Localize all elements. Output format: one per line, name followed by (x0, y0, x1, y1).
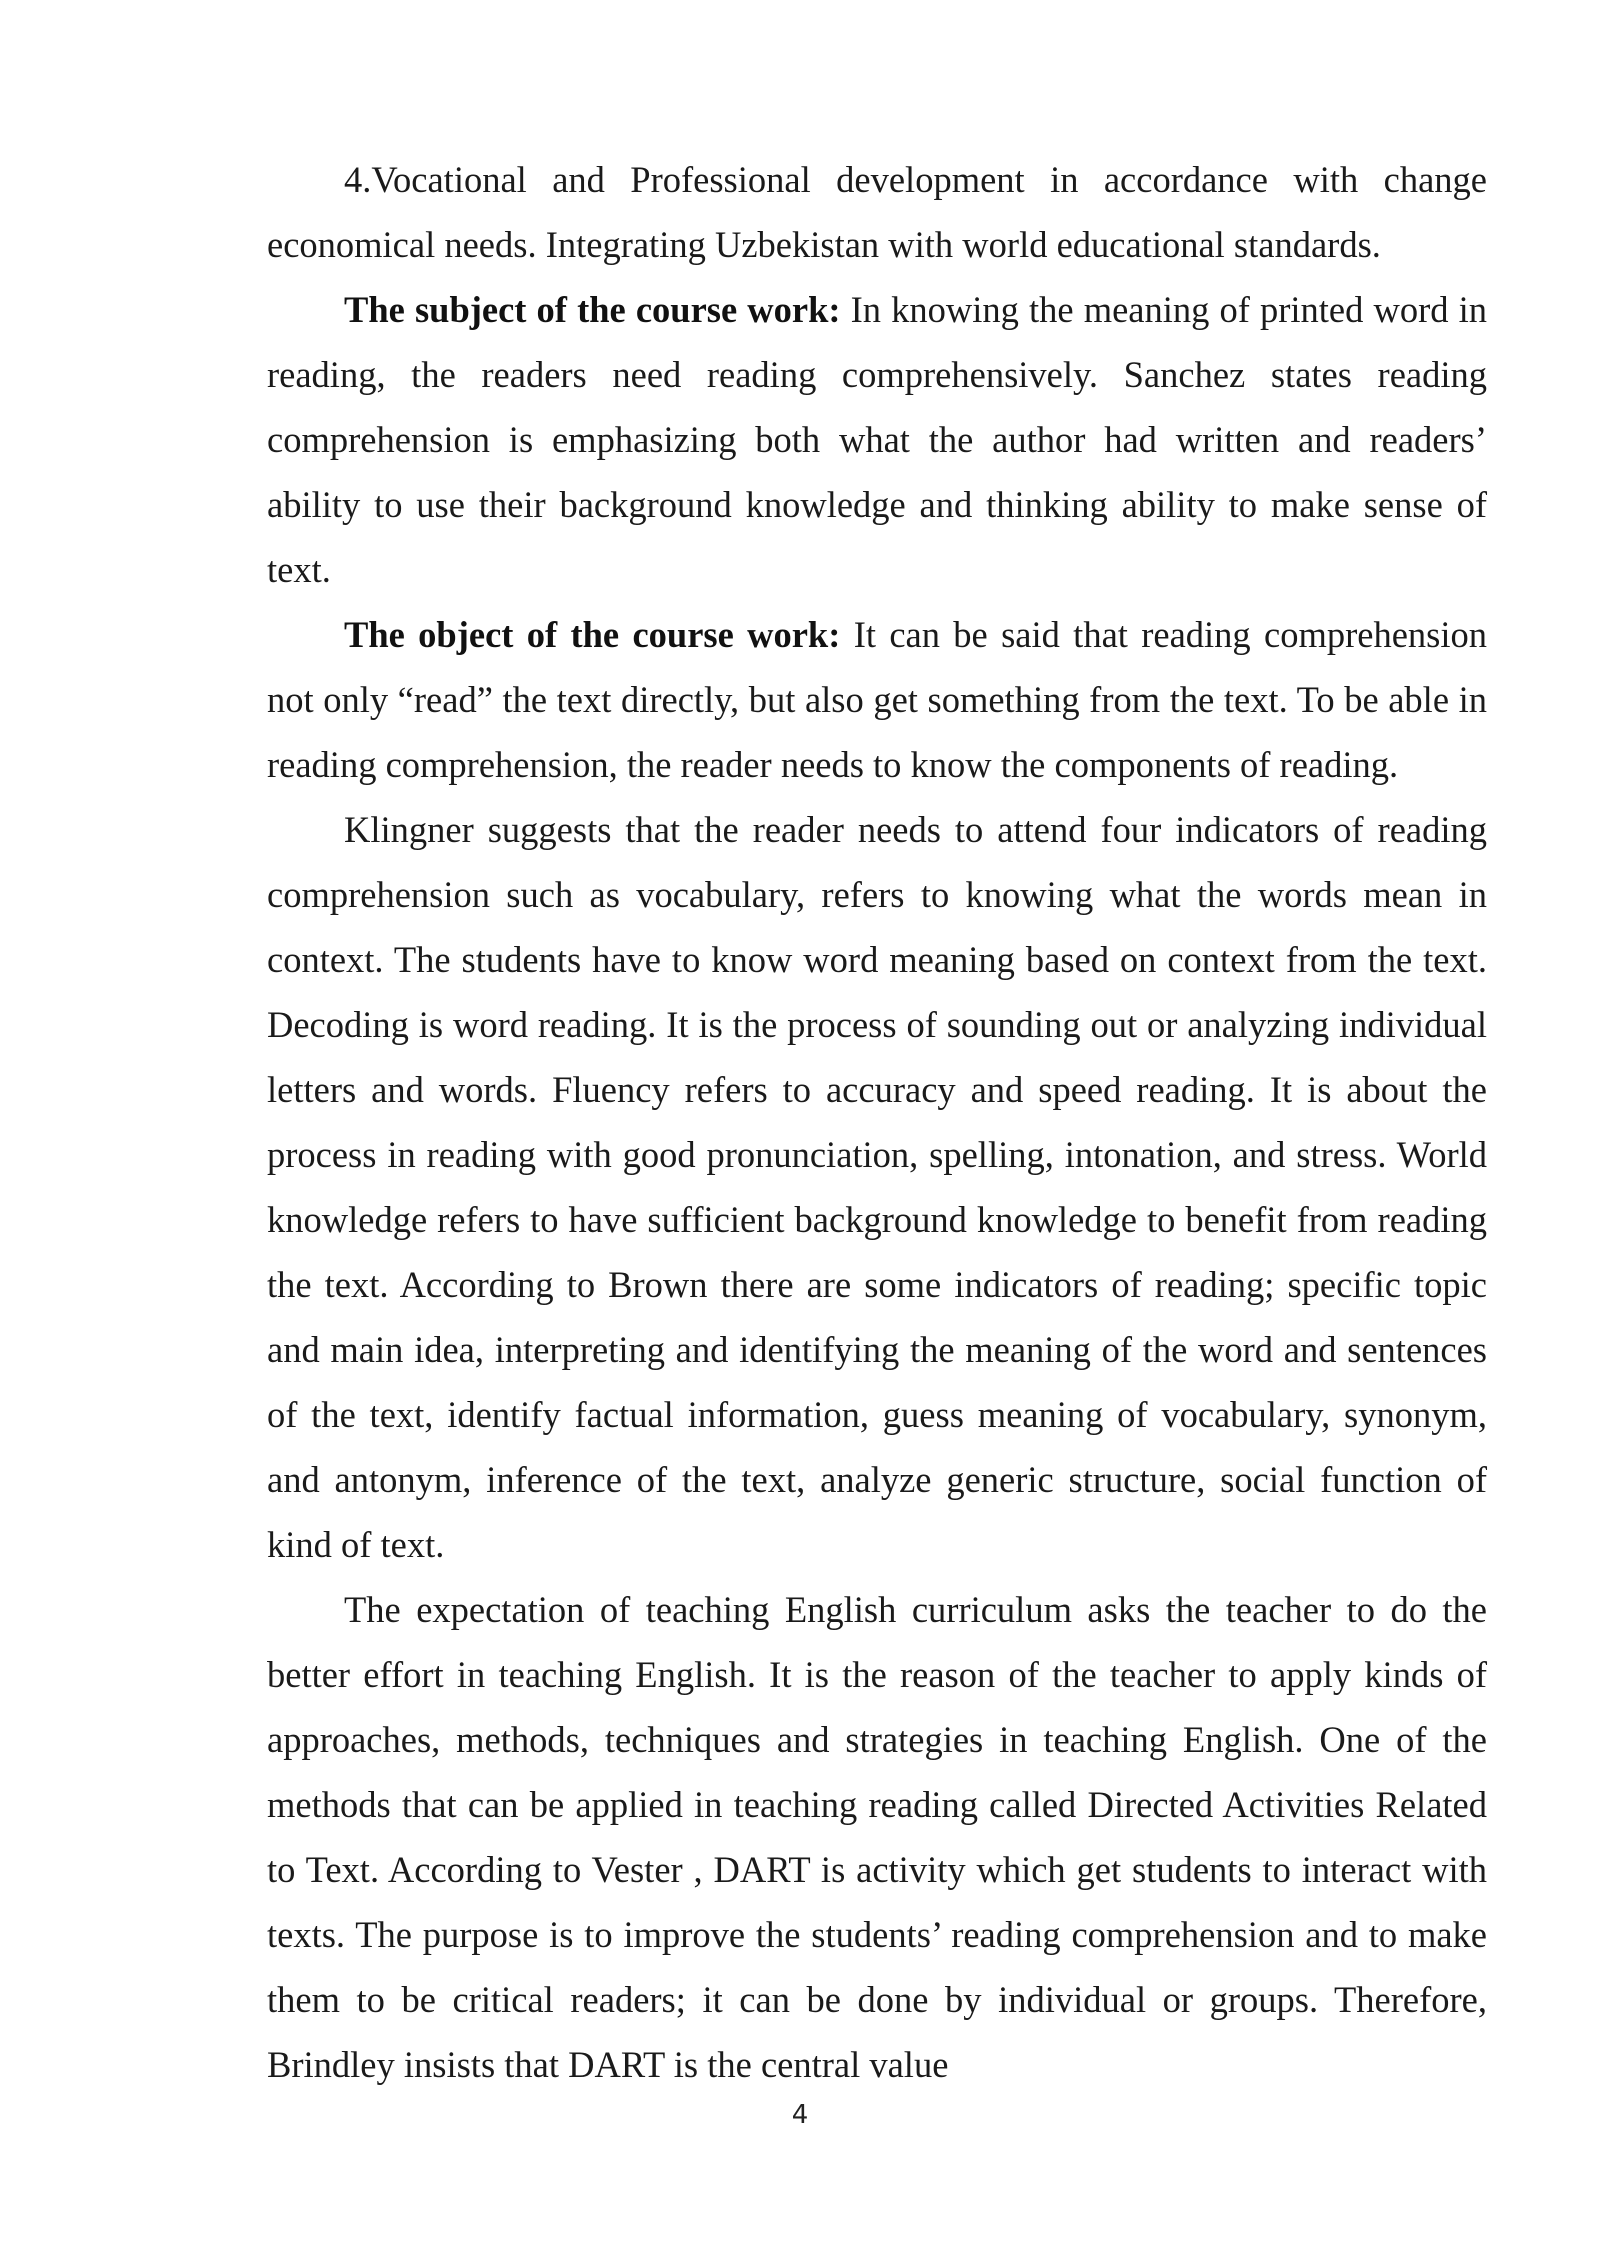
paragraph-heading: The object of the course work: (344, 614, 841, 655)
paragraph-heading: The subject of the course work: (344, 289, 841, 330)
paragraph-text: In knowing the meaning of printed word in reading, the readers need reading comprehensively. Sanchez states reading comprehension is emphasizing both what the author had written and readers’ ability to use their background knowledge and thinking ability to make sense of text. (267, 289, 1487, 590)
paragraph-klingner-indicators (267, 797, 1487, 1577)
paragraph-text: It can be said that reading comprehension not only “read” the text directly, but also get something from the text. To be able in reading comprehension, the reader needs to know the components of reading. (267, 614, 1487, 785)
paragraph-vocational-development (267, 147, 1487, 277)
page-number: 4 (791, 2100, 809, 2130)
paragraph-text: Klingner suggests that the reader needs to attend four indicators of reading comprehension such as vocabulary, refers to knowing what the words mean in context. The students have to know word meaning based on context from the text. Decoding is word reading. It is the process of sounding out or analyzing individual letters and words. Fluency refers to accuracy and speed reading. It is about the process in reading with good pronunciation, spelling, intonation, and stress. World knowledge refers to have sufficient background knowledge to benefit from reading the text. According to Brown there are some indicators of reading; specific topic and main idea, interpreting and identifying the meaning of the word and sentences of the text, identify factual information, guess meaning of vocabulary, synonym, and antonym, inference of the text, analyze generic structure, social function of kind of text. (267, 809, 1487, 1565)
paragraph-course-subject (267, 277, 1487, 602)
paragraph-teaching-expectation (267, 1577, 1487, 2097)
paragraph-text: 4.Vocational and Professional development in accordance with change economical needs. Integrating Uzbekistan with world educational standards. (267, 159, 1487, 265)
paragraph-text: The expectation of teaching English curriculum asks the teacher to do the better effort in teaching English. It is the reason of the teacher to apply kinds of approaches, methods, techniques and strategies in teaching English. One of the methods that can be applied in teaching reading called Directed Activities Related to Text. According to Vester , DART is activity which get students to interact with texts. The purpose is to improve the students’ reading comprehension and to make them to be critical readers; it can be done by individual or groups. Therefore, Brindley insists that DART is the central value (267, 1589, 1487, 2085)
body-text (267, 147, 1487, 2097)
paragraph-course-object (267, 602, 1487, 797)
